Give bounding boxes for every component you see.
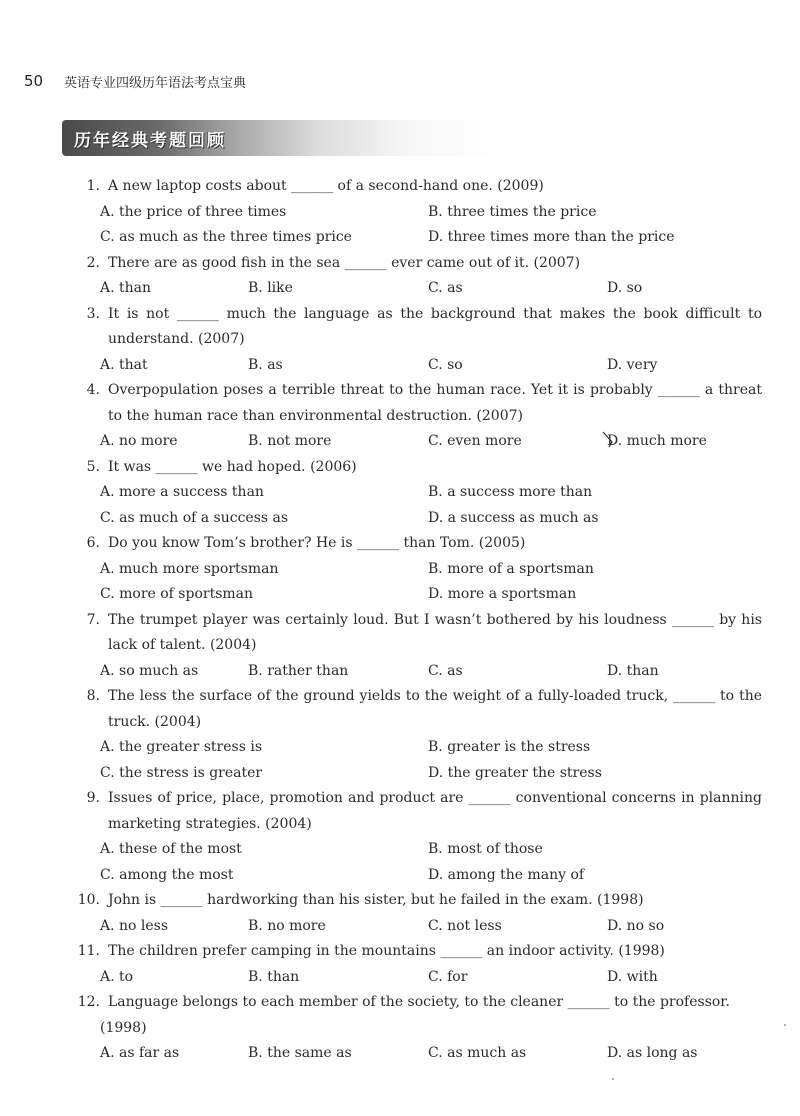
- question-item: [70, 174, 762, 251]
- option-b: B. rather than: [248, 662, 349, 679]
- question-number: 2.: [86, 254, 100, 271]
- question-item: [70, 888, 762, 939]
- question-number: 12.: [77, 994, 100, 1010]
- question-number: 6.: [86, 535, 100, 551]
- question-item: [70, 378, 762, 455]
- option-c: C. for: [428, 968, 468, 985]
- page-header: [24, 70, 246, 92]
- option-a: A. that: [100, 356, 148, 373]
- option-b: B. greater is the stress: [428, 739, 591, 755]
- option-c: C. not less: [428, 917, 502, 934]
- question-list: [70, 174, 762, 1067]
- option-b: B. as: [248, 356, 283, 373]
- question-text: The less the surface of the ground yields to the weight of a fully-loaded truck, ______ to the truck. (2004): [108, 688, 762, 730]
- question-number: 5.: [86, 458, 100, 475]
- question-text: Overpopulation poses a terrible threat to the human race. Yet it is probably ______ a threat to the human race than environmental destruction. (2007): [108, 382, 762, 424]
- question-number: 7.: [86, 611, 100, 628]
- question-item: [70, 684, 762, 786]
- option-d: D. very: [607, 356, 658, 373]
- option-d: D. among the many of: [428, 866, 585, 883]
- option-b: B. most of those: [428, 841, 543, 857]
- question-item: [70, 990, 762, 1067]
- option-a: A. than: [100, 280, 152, 296]
- option-a: A. the price of three times: [100, 203, 287, 220]
- option-c: C. as: [428, 280, 463, 296]
- option-c: C. more of sportsman: [100, 586, 254, 602]
- option-d: D. no so: [607, 917, 665, 934]
- scan-speck: [784, 1024, 786, 1026]
- question-item: [70, 251, 762, 302]
- question-number: 4.: [86, 382, 100, 398]
- question-number: 10.: [77, 892, 100, 908]
- handwritten-check-icon: [602, 430, 620, 450]
- option-a: A. the greater stress is: [100, 739, 262, 755]
- option-d: D. much more: [607, 433, 707, 449]
- option-b: B. the same as: [248, 1045, 352, 1061]
- question-text: A new laptop costs about ______ of a second-hand one. (2009): [108, 178, 544, 194]
- question-text: John is ______ hardworking than his sister, but he failed in the exam. (1998): [108, 892, 644, 908]
- question-number: 8.: [86, 688, 100, 704]
- section-banner: [62, 120, 502, 156]
- option-c: C. so: [428, 356, 463, 373]
- question-number: 11.: [77, 943, 100, 959]
- option-c: C. among the most: [100, 866, 234, 883]
- option-b: B. than: [248, 968, 300, 985]
- option-a: A. to: [100, 968, 134, 985]
- question-number: 9.: [86, 790, 100, 806]
- option-c: C. as much of a success as: [100, 509, 289, 526]
- option-d: D. three times more than the price: [428, 229, 675, 245]
- question-text: It was ______ we had hoped. (2006): [108, 458, 357, 475]
- option-a: A. no less: [100, 917, 169, 934]
- option-a: A. more a success than: [100, 484, 264, 500]
- question-text: The children prefer camping in the mountains ______ an indoor activity. (1998): [108, 943, 665, 959]
- option-c: C. as much as the three times price: [100, 229, 352, 245]
- option-c: C. as: [428, 662, 463, 679]
- question-text: Do you know Tom’s brother? He is ______ than Tom. (2005): [108, 535, 526, 551]
- question-item: [70, 302, 762, 379]
- option-a: A. much more sportsman: [100, 560, 279, 577]
- option-d: D. so: [607, 280, 643, 296]
- option-d: D. a success as much as: [428, 509, 599, 526]
- option-d: D. as long as: [607, 1045, 698, 1061]
- option-a: A. so much as: [100, 662, 199, 679]
- option-a: A. no more: [100, 433, 178, 449]
- option-d-marked: [607, 429, 762, 455]
- option-b: B. like: [248, 280, 293, 296]
- option-d: D. with: [607, 968, 658, 985]
- option-b: B. a success more than: [428, 484, 593, 500]
- question-text: Language belongs to each member of the society, to the cleaner ______ to the professor. (1998): [100, 994, 730, 1036]
- question-text: It is not ______ much the language as the background that makes the book difficult to understand. (2007): [108, 305, 762, 347]
- option-b: B. more of a sportsman: [428, 560, 594, 577]
- question-item: [70, 939, 762, 990]
- question-number: 3.: [86, 305, 100, 322]
- option-d: D. than: [607, 662, 659, 679]
- question-item: [70, 455, 762, 532]
- page-number: 50: [24, 72, 44, 90]
- scan-speck: [612, 1078, 614, 1080]
- question-item: [70, 608, 762, 685]
- option-b: B. no more: [248, 917, 326, 934]
- option-a: A. these of the most: [100, 841, 242, 857]
- question-text: Issues of price, place, promotion and product are ______ conventional concerns in planning marketing strategies. (2004): [108, 790, 762, 832]
- option-c: C. the stress is greater: [100, 764, 263, 781]
- option-d: D. more a sportsman: [428, 586, 577, 602]
- section-banner-title: 历年经典考题回顾: [74, 131, 226, 151]
- question-item: [70, 531, 762, 608]
- question-number: 1.: [86, 178, 100, 194]
- question-text: The trumpet player was certainly loud. But I wasn’t bothered by his loudness ______ by his lack of talent. (2004): [108, 611, 762, 653]
- question-item: [70, 786, 762, 888]
- book-title: 英语专业四级历年语法考点宝典: [64, 75, 247, 91]
- question-text: There are as good fish in the sea ______ ever came out of it. (2007): [108, 254, 581, 271]
- option-c: C. even more: [428, 433, 522, 449]
- option-b: B. three times the price: [428, 203, 597, 220]
- option-c: C. as much as: [428, 1045, 527, 1061]
- option-d: D. the greater the stress: [428, 764, 602, 781]
- option-a: A. as far as: [100, 1045, 180, 1061]
- option-b: B. not more: [248, 433, 332, 449]
